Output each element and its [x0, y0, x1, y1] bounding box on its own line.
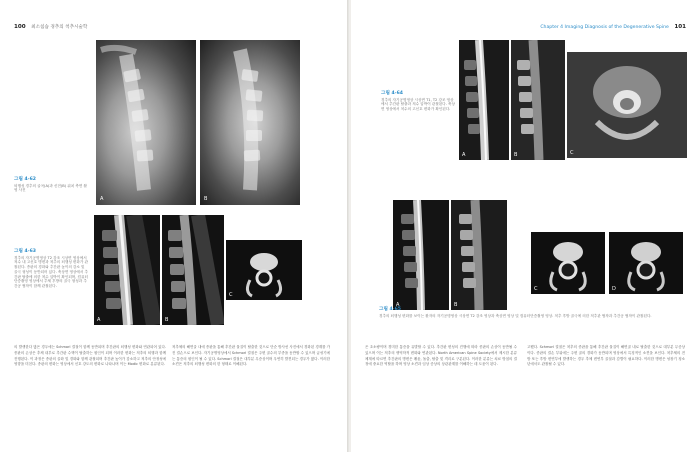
figure-4-63-caption-text: 경추의 자기공명영상 T2 강조 시상면 영상에서 척수 내 고신호 병변과 척추의 퇴행성 변화가 관찰된다. 종판의 경화와 추간판 높이의 감소 및 골극 형성이 동반되어 있다. 축상면 영상에서 추간판 탈출에 의한 척수 압박이 확인되며, 컴퓨터단층촬영 영상에서 추체 후방의 골극 형성과 추간공 협착이 함께 관찰된다.	[14, 255, 88, 288]
figure-4-64-label-c: C	[570, 150, 574, 156]
figure-4-64-label-b: B	[514, 152, 518, 158]
figure-4-64-caption-text: 경추의 자기공명영상 시상면 T1, T2 강조 영상에서 추간판 탈출과 척수 압박이 관찰된다. 축상면 영상에서 척수의 고신호 변화가 확인된다.	[381, 97, 455, 112]
figure-4-63-label-c: C	[229, 292, 233, 298]
figure-4-63-label-b: B	[165, 317, 169, 323]
figure-4-64-mri-t1	[511, 40, 565, 160]
cervical-spine-flexion-drawing	[96, 40, 196, 205]
right-page-running-title: Chapter 4 Imaging Diagnosis of the Degenerative Spine	[540, 25, 669, 30]
figure-4-64-caption	[381, 92, 456, 112]
figure-4-65-ct-axial-1	[531, 232, 605, 294]
ct-axial-drawing	[226, 240, 302, 300]
mri-sagittal-drawing	[94, 215, 160, 325]
fig65-sagittal-t1-drawing	[451, 200, 507, 310]
figure-4-62-caption-text: 퇴행성 경추의 굴곡(A)과 신전(B) 위치 측면 촬영 사진	[14, 183, 87, 193]
figure-4-64-label-a: A	[462, 152, 466, 158]
figure-4-64-mri-axial	[567, 52, 687, 158]
figure-4-63-caption	[14, 250, 88, 289]
fig65-ct-axial-2-drawing	[609, 232, 683, 294]
figure-4-65-title: 그림 4-65	[379, 307, 401, 312]
left-page-running-title: 최소침습 경추의 척추시술학	[31, 25, 88, 30]
figure-4-65-label-d: D	[612, 286, 616, 292]
left-page	[0, 0, 349, 452]
figure-4-65-caption	[379, 308, 687, 318]
figure-4-65-label-c: C	[534, 286, 538, 292]
figure-4-65-mri-sagittal-t2	[393, 200, 449, 310]
figure-4-62-label-b: B	[204, 196, 208, 202]
figure-4-62-label-a: A	[100, 196, 104, 202]
left-body-column-2: 척추체의 해면골 내에 종판을 통해 추간판 물질이 탈출한 것으로 단순 방사선 사진에서 경화된 경계를 가진 결손으로 보인다. 자기공명영상에서 Schmorl 결절은 주변 골수의 부종을 동반할 수 있으며 급성기에는 통증의 원인이 될 수 있다. Schmorl 결절은 대부분 무증상이며 우연히 발견되는 경우가 많다. 이러한 소견은 척추의 퇴행성 변화의 한 형태로 이해된다.	[172, 345, 330, 367]
figure-4-65-caption-text: 경추의 퇴행성 변화를 보이는 환자의 자기공명영상 시상면 T2 강조 영상과 축상면 영상 및 컴퓨터단층촬영 영상. 척추 후방 골극에 의한 척추관 협착과 추간공 협착이 관찰된다.	[379, 313, 652, 318]
mri-t2-drawing	[459, 40, 509, 160]
mri-axial-drawing	[567, 52, 687, 158]
figure-4-62-xray-flexion	[96, 40, 196, 205]
left-page-number: 100	[14, 24, 26, 30]
figure-4-63-mri-sagittal	[94, 215, 160, 325]
figure-4-63-ct-axial	[226, 240, 302, 300]
right-body-column-1: 은 초소량이며 경미한 통증을 유발할 수 있다. 추간판 변성의 진행에 따라 종판의 손상이 동반될 수 있으며 이는 척추의 생역학적 변화와 연관된다. North American Spine Society에서 제시한 분류 체계에 따르면 추간판의 병변은 팽윤, 돌출, 탈출 및 격리로 구분된다. 이러한 분류는 치료 방침의 결정에 중요한 역할을 하며 영상 소견과 임상 증상의 상관관계를 이해하는 데 도움이 된다.	[365, 345, 517, 367]
figure-4-65-mri-sagittal-t1	[451, 200, 507, 310]
fig65-sagittal-t2-drawing	[393, 200, 449, 310]
figure-4-63-title: 그림 4-63	[14, 249, 36, 254]
figure-4-63-label-a: A	[97, 317, 101, 323]
figure-4-62-xray-extension	[200, 40, 300, 205]
figure-4-62-caption	[14, 178, 88, 193]
mri-t1-drawing	[511, 40, 565, 160]
cervical-spine-extension-drawing	[200, 40, 300, 205]
right-page-header	[540, 24, 686, 30]
figure-4-64-mri-t2	[459, 40, 509, 160]
figure-4-64-title: 그림 4-64	[381, 91, 403, 96]
figure-4-65-label-b: B	[454, 302, 458, 308]
figure-4-65-ct-axial-2	[609, 232, 683, 294]
right-page-number: 101	[674, 24, 686, 30]
right-body-column-2: 고했다. Schmorl 결절은 척추의 종판을 통해 추간판 물질이 해면골 내로 탈출한 것으로 대부분 무증상이다. 종판의 결손 부위에는 주변 골의 경화가 동반되며 영상에서 특징적인 소견을 보인다. 척추체의 전방 또는 후방 변연부에 발생하는 경우 추체 변연부 골절과 감별이 필요하다. 이러한 병변은 성장기 청소년에서도 관찰될 수 있다.	[527, 345, 685, 367]
figure-4-63-mri-sagittal-t1	[162, 215, 224, 325]
figure-4-65-label-a: A	[396, 302, 400, 308]
figure-4-62-title: 그림 4-62	[14, 177, 36, 182]
fig65-ct-axial-1-drawing	[531, 232, 605, 294]
left-body-column-1: 의 발생한다 많은 경우에는 Schmorl 결절이 함께 동반되며 추간판의 퇴행성 변화와 연관되어 있다. 종판의 손상은 추체 내부로 추간판 수핵이 탈출하는 원인이 되며 이러한 변화는 척추의 퇴행과 함께 진행된다. 이 과정은 종판의 골화 및 경화와 함께 관찰되며 추간판 높이가 감소하고 척추의 안정성에 영향을 미친다. 종판의 변화는 영상에서 신호 강도의 변화로 나타나며 이는 Modic 변화로 분류된다.	[14, 345, 166, 367]
mri-sagittal-t1-drawing	[162, 215, 224, 325]
right-page	[351, 0, 700, 452]
left-page-header	[14, 24, 87, 30]
